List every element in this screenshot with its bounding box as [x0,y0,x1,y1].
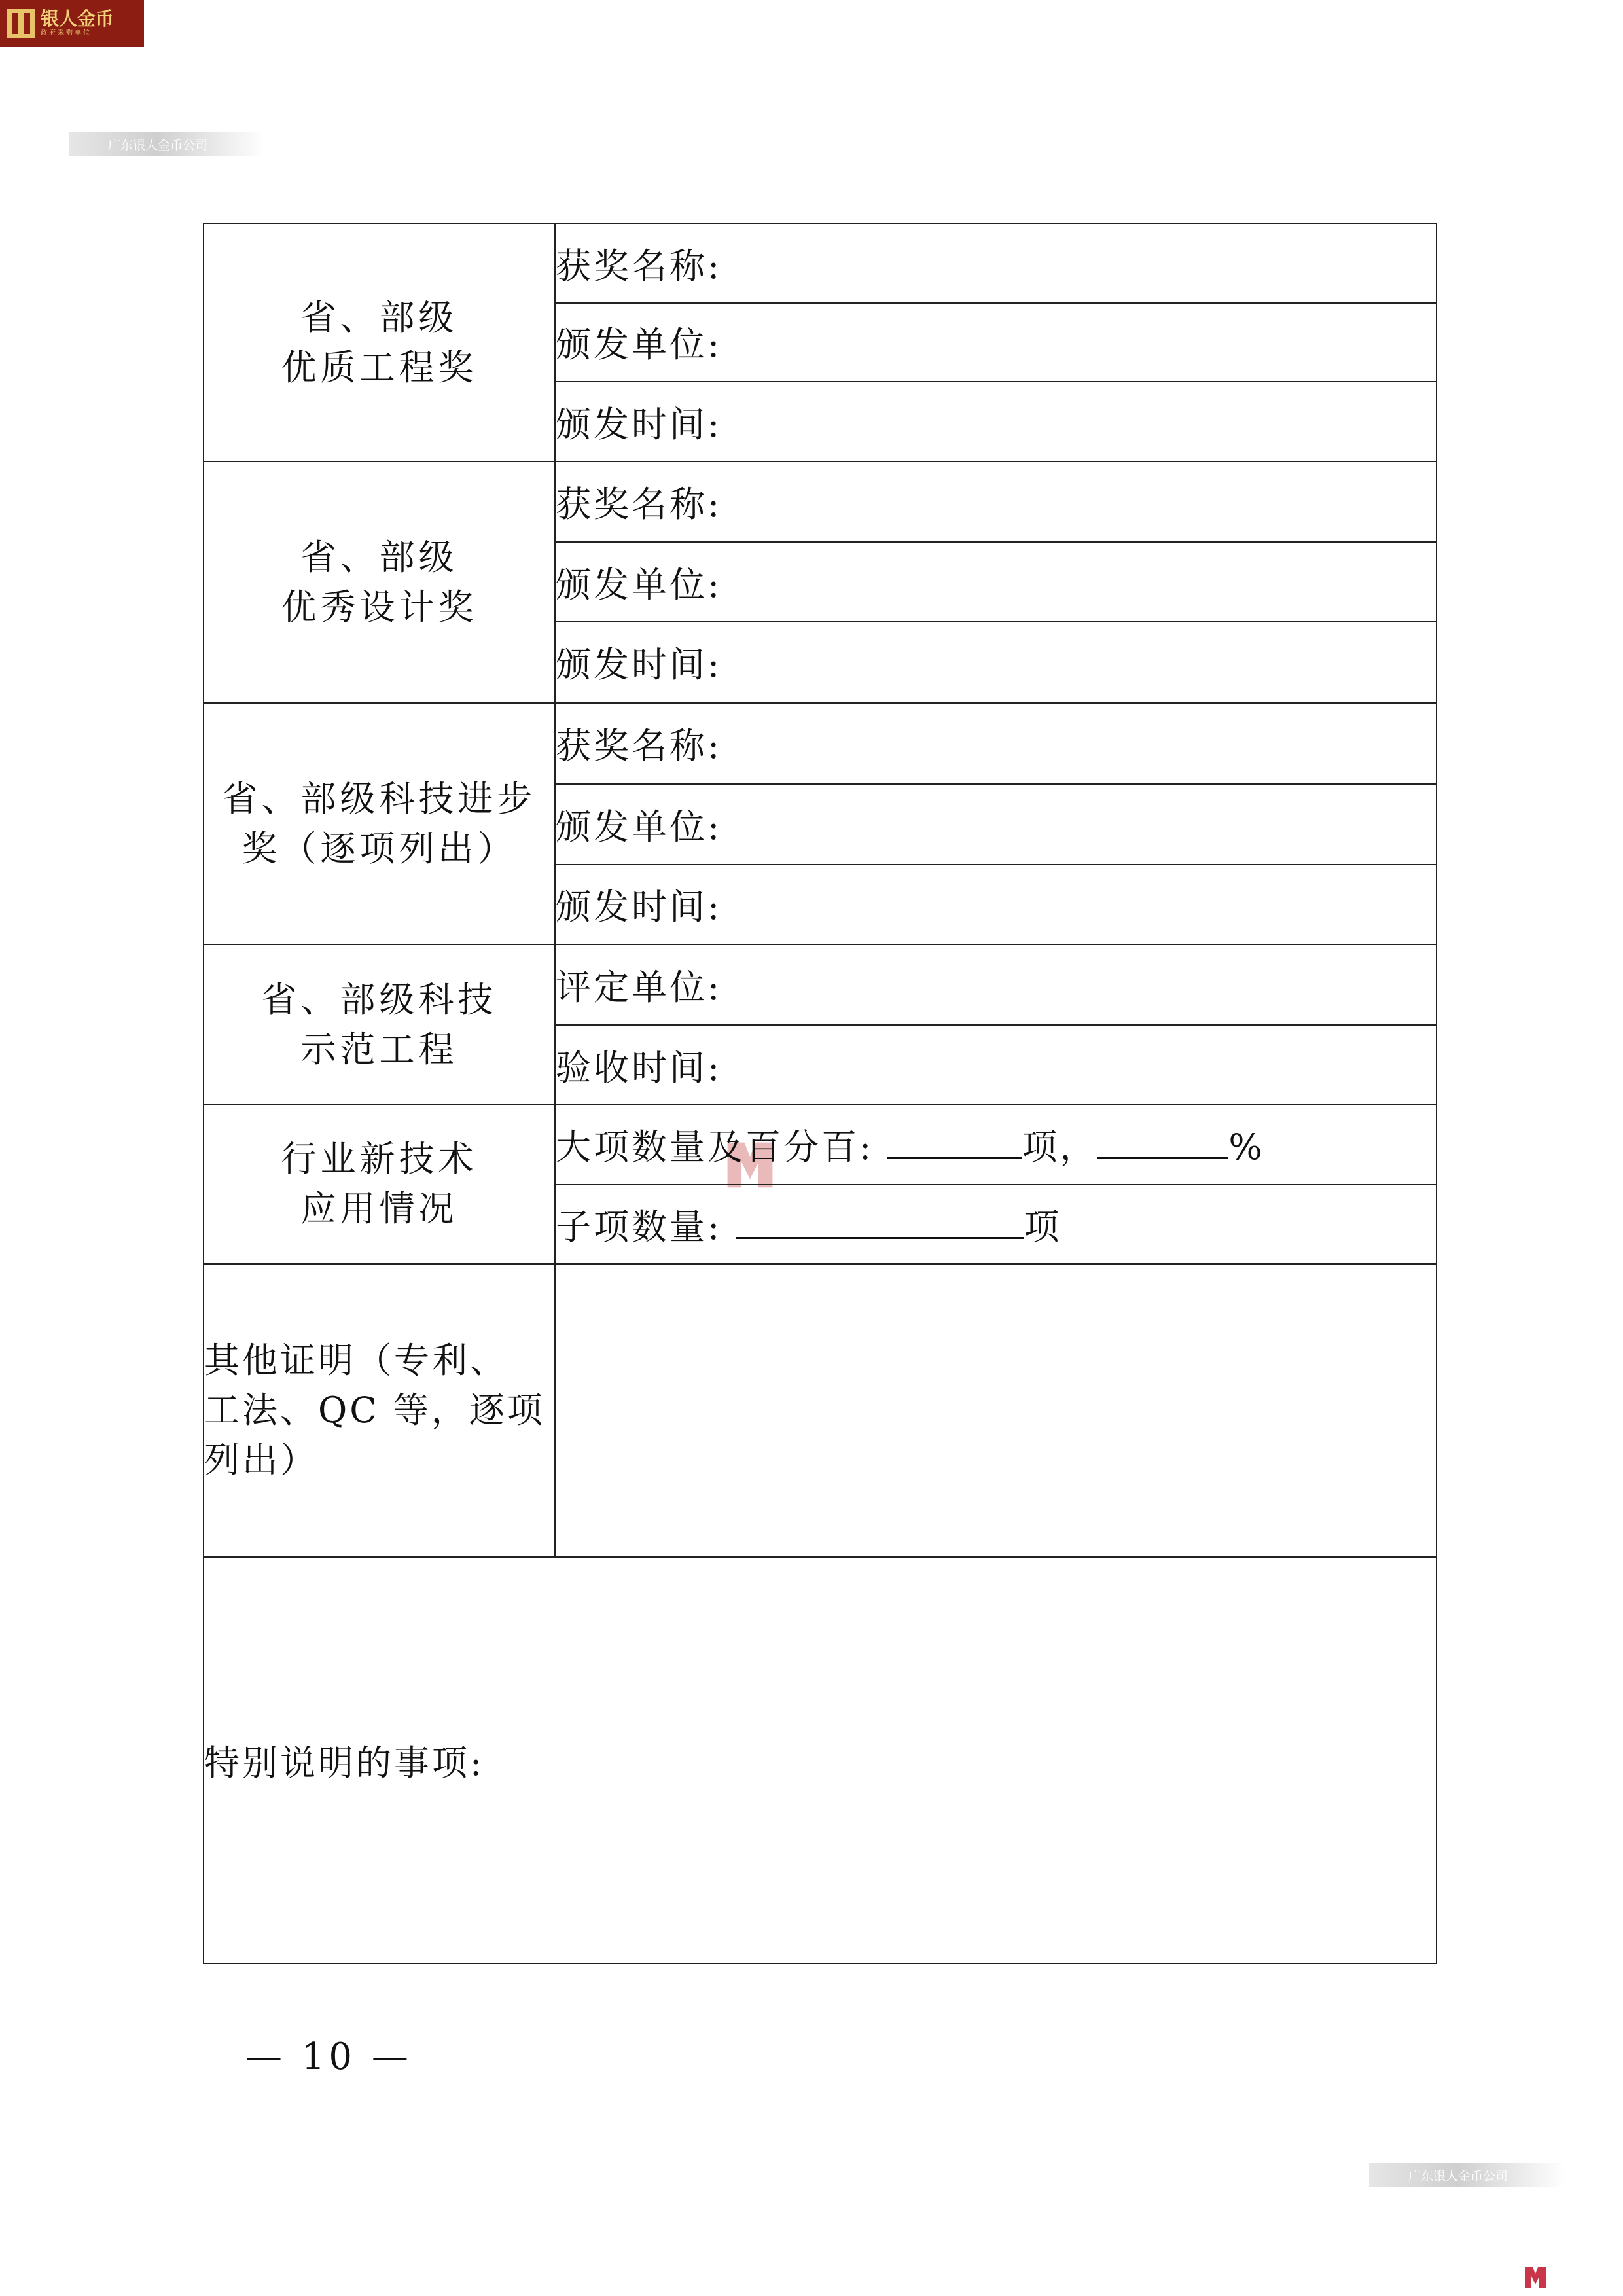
big-item-count-blank[interactable] [887,1127,1022,1159]
field-award-name[interactable]: 获奖名称: [555,224,1436,303]
sub-item-unit: 项 [1024,1206,1062,1247]
award-form-table [203,223,1437,1964]
group-label-demo-project [204,944,555,1105]
group-label-line: 省、部级科技进步 [222,778,537,819]
field-issue-date[interactable]: 颁发时间: [555,622,1436,703]
group-label-line: 应用情况 [300,1188,458,1230]
special-notes-label: 特别说明的事项: [204,1742,485,1784]
header-watermark-ribbon: 广东银人金币公司 [69,132,265,156]
percent-sign: % [1228,1126,1265,1168]
group-label-line: 省、部级 [300,536,458,578]
other-proof-field[interactable] [555,1264,1436,1557]
group-label-line: 示范工程 [300,1028,458,1070]
field-issuer[interactable]: 颁发单位: [555,303,1436,382]
field-issue-date[interactable]: 颁发时间: [555,382,1436,462]
page-number: — 10 — [245,2036,412,2078]
footer-logo-icon [1522,2265,1548,2291]
footer-watermark-ribbon: 广东银人金币公司 [1369,2163,1565,2187]
group-label-quality-award [204,224,555,461]
group-label-tech-progress-award [204,703,555,944]
big-item-unit: 项， [1022,1126,1098,1168]
field-sub-item-count[interactable] [555,1185,1436,1264]
big-item-label: 大项数量及百分百: [556,1126,874,1168]
field-issuer[interactable]: 颁发单位: [555,542,1436,622]
field-issuer[interactable]: 颁发单位: [555,784,1436,865]
logo-icon [7,9,35,38]
field-acceptance-date[interactable]: 验收时间: [555,1025,1436,1105]
sub-item-label: 子项数量: [556,1206,722,1247]
other-proof-label [204,1264,555,1557]
field-issue-date[interactable]: 颁发时间: [555,865,1436,945]
other-proof-line: 列出） [204,1439,318,1480]
sub-item-count-blank[interactable] [736,1207,1024,1239]
logo-name: 银人金币 [41,8,115,29]
other-proof-line: 工法、QC 等，逐项 [204,1389,545,1431]
group-label-line: 优秀设计奖 [281,586,478,628]
group-label-new-tech [204,1105,555,1264]
other-proof-line: 其他证明（专利、 [204,1339,508,1381]
field-award-name[interactable]: 获奖名称: [555,461,1436,542]
field-award-name[interactable]: 获奖名称: [555,703,1436,784]
group-label-line: 省、部级 [300,296,458,338]
big-item-percent-blank[interactable] [1097,1127,1228,1159]
special-notes-field[interactable] [204,1557,1436,1964]
group-label-line: 省、部级科技 [261,978,497,1020]
group-label-line: 行业新技术 [281,1138,478,1180]
logo-subtitle: 政府采购单位 [41,29,92,37]
group-label-design-award [204,461,555,702]
group-label-line: 奖（逐项列出） [241,827,517,869]
group-label-line: 优质工程奖 [281,346,478,388]
field-rating-unit[interactable]: 评定单位: [555,944,1436,1025]
field-big-item-count[interactable] [555,1105,1436,1185]
brand-logo [0,0,144,47]
